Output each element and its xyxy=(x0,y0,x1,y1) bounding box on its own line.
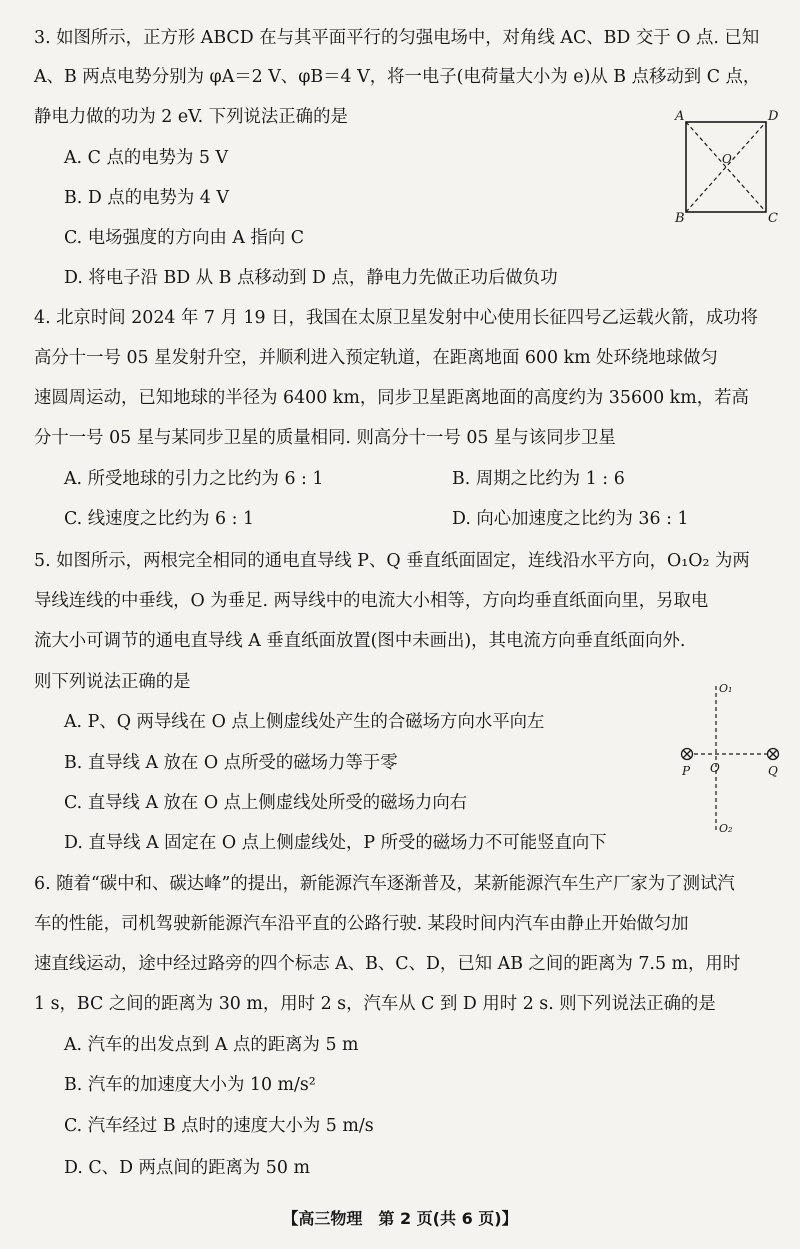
label-d: D xyxy=(768,110,779,124)
label-o2: O₂ xyxy=(719,822,733,835)
square-abcd xyxy=(686,122,766,212)
diagonal-ac xyxy=(686,122,766,212)
q6-stem-line3: 速直线运动，途中经过路旁的四个标志 A、B、C、D，已知 AB 之间的距离为 7.5 m，用时 xyxy=(34,954,741,974)
q4-stem-line3: 速圆周运动，已知地球的半径为 6400 km，同步卫星距离地面的高度约为 35600 km，若高 xyxy=(34,388,749,408)
q6-stem-line2: 车的性能，司机驾驶新能源汽车沿平直的公路行驶. 某段时间内汽车由静止开始做匀加 xyxy=(34,914,689,934)
q3-option-a: A. C 点的电势为 5 V xyxy=(64,148,229,168)
label-b: B xyxy=(675,211,685,224)
q3-square-figure xyxy=(672,110,782,224)
q6-option-a: A. 汽车的出发点到 A 点的距离为 5 m xyxy=(64,1035,359,1055)
q4-option-c: C. 线速度之比约为 6 : 1 xyxy=(64,509,255,529)
label-p: P xyxy=(682,764,691,778)
q3-option-c: C. 电场强度的方向由 A 指向 C xyxy=(64,228,305,248)
q5-option-d: D. 直导线 A 固定在 O 点上侧虚线处，P 所受的磁场力不可能竖直向下 xyxy=(64,833,607,853)
q5-stem-line3: 流大小可调节的通电直导线 A 垂直纸面放置(图中未画出)，其电流方向垂直纸面向外. xyxy=(34,631,686,651)
q5-stem-line4: 则下列说法正确的是 xyxy=(34,672,191,692)
q6-stem-line4: 1 s，BC 之间的距离为 30 m，用时 2 s，汽车从 C 到 D 用时 2 s. 则下列说法正确的是 xyxy=(34,994,716,1014)
q3-stem-line2: A、B 两点电势分别为 φA＝2 V、φB＝4 V，将一电子(电荷量大小为 e)从 B 点移动到 C 点， xyxy=(34,67,761,87)
label-o: O xyxy=(722,152,732,166)
q3-stem-line1: 3. 如图所示，正方形 ABCD 在与其平面平行的匀强电场中，对角线 AC、BD 交于 O 点. 已知 xyxy=(34,28,760,48)
q4-option-b: B. 周期之比约为 1 : 6 xyxy=(452,469,625,489)
q5-option-c: C. 直导线 A 放在 O 点上侧虚线处所受的磁场力向右 xyxy=(64,793,468,813)
q5-option-a: A. P、Q 两导线在 O 点上侧虚线处产生的合磁场方向水平向左 xyxy=(64,712,545,732)
q6-option-d: D. C、D 两点间的距离为 50 m xyxy=(64,1158,310,1178)
q4-option-a: A. 所受地球的引力之比约为 6 : 1 xyxy=(64,469,324,489)
q4-stem-line4: 分十一号 05 星与某同步卫星的质量相同. 则高分十一号 05 星与该同步卫星 xyxy=(34,428,616,448)
label-o: O xyxy=(710,761,720,775)
q6-option-b: B. 汽车的加速度大小为 10 m/s² xyxy=(64,1075,316,1095)
page-footer: 【高三物理 第 2 页(共 6 页)】 xyxy=(282,1209,518,1228)
q5-stem-line2: 导线连线的中垂线，O 为垂足. 两导线中的电流大小相等，方向均垂直纸面向里，另取电 xyxy=(34,591,709,611)
q5-wires-figure xyxy=(672,680,792,838)
q5-stem-line1: 5. 如图所示，两根完全相同的通电直导线 P、Q 垂直纸面固定，连线沿水平方向，O₁O₂ 为两 xyxy=(34,551,750,571)
label-c: C xyxy=(768,211,778,224)
wire-p-into-page-icon xyxy=(682,749,693,760)
q4-stem-line1: 4. 北京时间 2024 年 7 月 19 日，我国在太原卫星发射中心使用长征四号乙运载火箭，成功将 xyxy=(34,308,759,328)
label-q: Q xyxy=(768,764,778,778)
q3-option-b: B. D 点的电势为 4 V xyxy=(64,188,229,208)
q3-option-d: D. 将电子沿 BD 从 B 点移动到 D 点，静电力先做正功后做负功 xyxy=(64,268,558,288)
q6-stem-line1: 6. 随着“碳中和、碳达峰”的提出，新能源汽车逐渐普及，某新能源汽车生产厂家为了测试汽 xyxy=(34,874,735,894)
q4-stem-line2: 高分十一号 05 星发射升空，并顺利进入预定轨道，在距离地面 600 km 处环绕地球做匀 xyxy=(34,348,718,368)
label-o1: O₁ xyxy=(719,682,733,695)
diagonal-bd xyxy=(686,122,766,212)
label-a: A xyxy=(675,110,685,124)
wire-q-into-page-icon xyxy=(768,749,779,760)
q4-option-d: D. 向心加速度之比约为 36 : 1 xyxy=(452,509,689,529)
q5-option-b: B. 直导线 A 放在 O 点所受的磁场力等于零 xyxy=(64,753,398,773)
q6-option-c: C. 汽车经过 B 点时的速度大小为 5 m/s xyxy=(64,1116,374,1136)
q3-stem-line3: 静电力做的功为 2 eV. 下列说法正确的是 xyxy=(34,107,348,127)
